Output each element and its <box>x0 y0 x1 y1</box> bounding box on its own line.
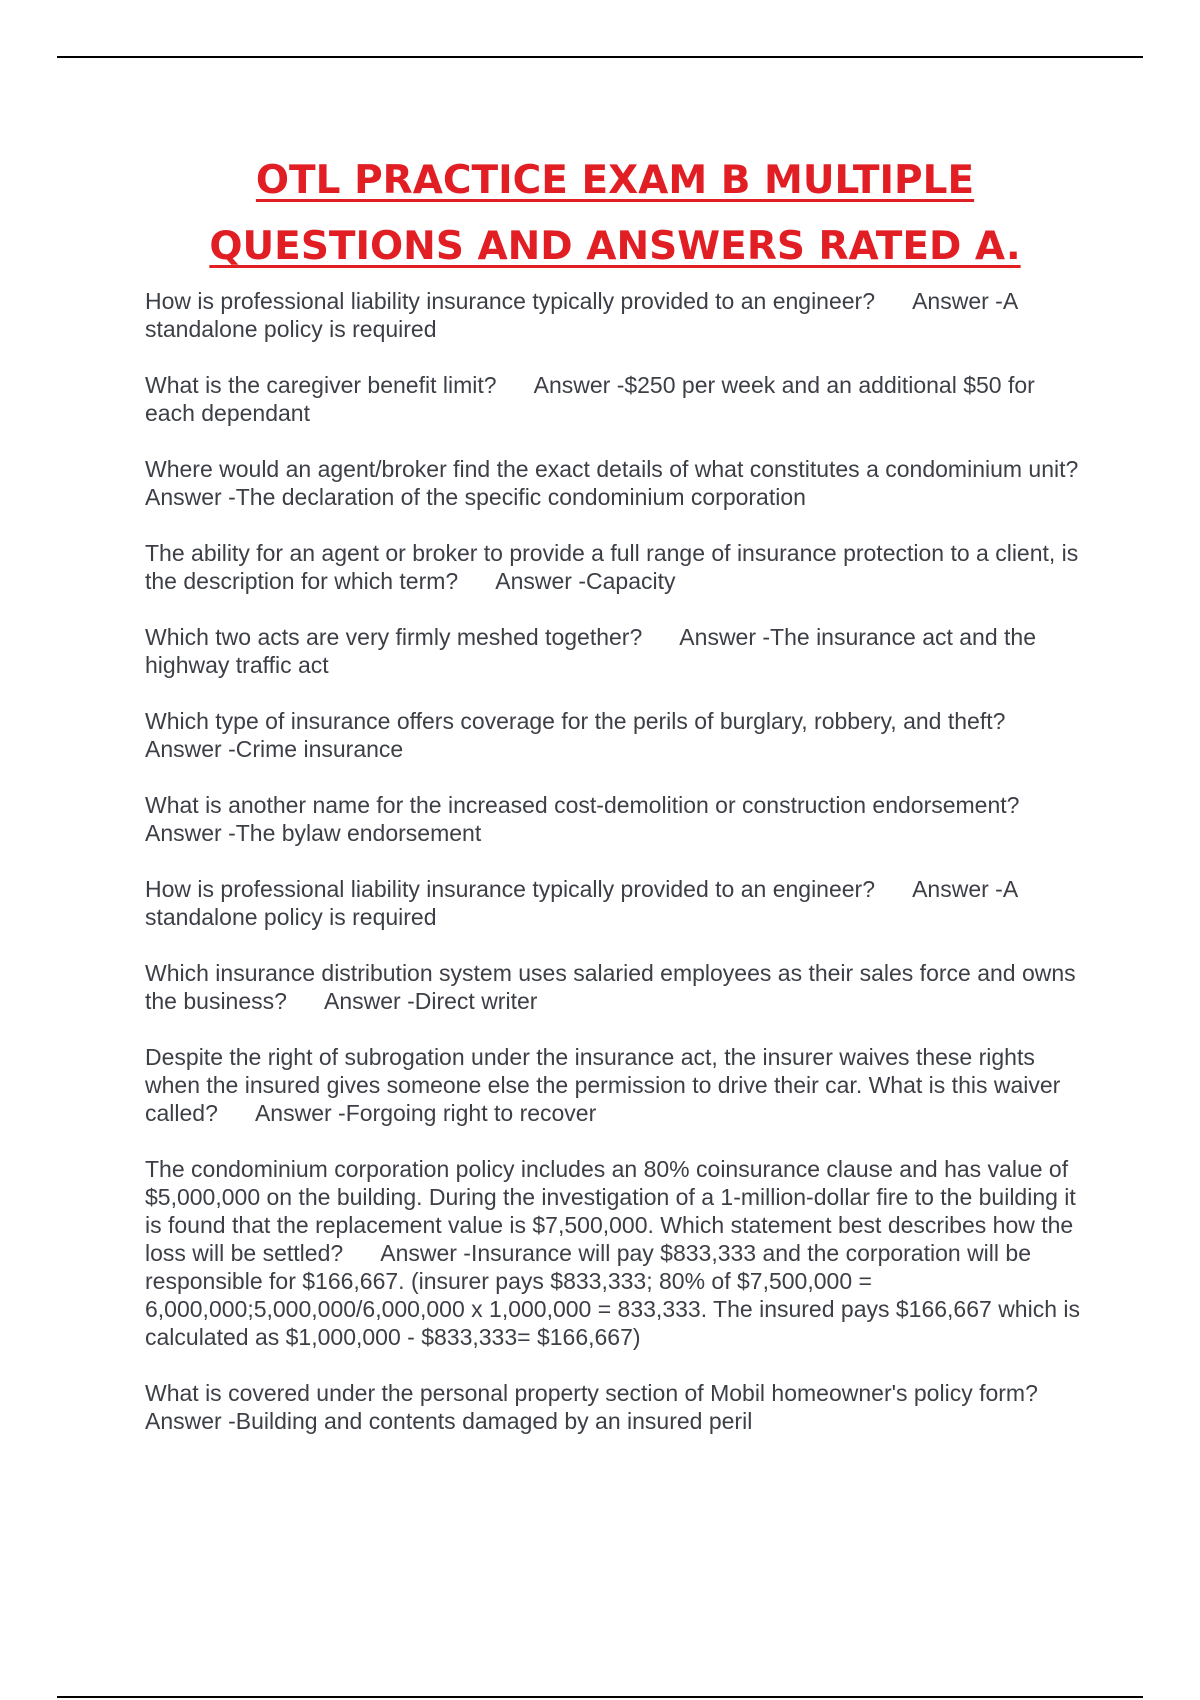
question-answer-list <box>145 287 1116 1463</box>
qa-item: What is covered under the personal property section of Mobil homeowner's policy form? Answer -Building and contents damaged by an insured peril <box>145 1380 1075 1434</box>
qa-item: Which insurance distribution system uses salaried employees as their sales force and owns the business? Answer -Direct writer <box>145 960 1083 1014</box>
qa-item: The ability for an agent or broker to provide a full range of insurance protection to a client, is the description for which term? Answer -Capacity <box>145 540 1085 594</box>
qa-item: How is professional liability insurance typically provided to an engineer? Answer -A standalone policy is required <box>145 288 1024 342</box>
qa-item: Which two acts are very firmly meshed together? Answer -The insurance act and the highway traffic act <box>145 624 1043 678</box>
top-rule <box>57 56 1143 58</box>
qa-item: Where would an agent/broker find the exact details of what constitutes a condominium unit? Answer -The declaration of the specific condominium corporation <box>145 456 1116 510</box>
document-title <box>130 148 1100 280</box>
document-title-text: OTL PRACTICE EXAM B MULTIPLE QUESTIONS AND ANSWERS RATED A. <box>209 158 1021 269</box>
qa-item: The condominium corporation policy includes an 80% coinsurance clause and has value of $5,000,000 on the building. During the investigation of a 1-million-dollar fire to the building it is found that the replacement value is $7,500,000. Which statement best describes how the loss will be settled? Answer -Insurance will pay $833,333 and the corporation will be responsible for $166,667. (insurer pays $833,333; 80% of $7,500,000 = 6,000,000;5,000,000/6,000,000 x 1,000,000 = 833,333. The insured pays $166,667 which is calculated as $1,000,000 - $833,333= $166,667) <box>145 1156 1087 1350</box>
qa-item: Which type of insurance offers coverage for the perils of burglary, robbery, and theft? Answer -Crime insurance <box>145 708 1043 762</box>
qa-item: What is another name for the increased cost-demolition or construction endorsement? Answer -The bylaw endorsement <box>145 792 1057 846</box>
bottom-rule <box>57 1696 1143 1698</box>
qa-item: Despite the right of subrogation under the insurance act, the insurer waives these rights when the insured gives someone else the permission to drive their car. What is this waiver called? Answer -Forgoing right to recover <box>145 1044 1067 1126</box>
qa-item: How is professional liability insurance typically provided to an engineer? Answer -A standalone policy is required <box>145 876 1024 930</box>
qa-item: What is the caregiver benefit limit? Answer -$250 per week and an additional $50 for each dependant <box>145 372 1042 426</box>
